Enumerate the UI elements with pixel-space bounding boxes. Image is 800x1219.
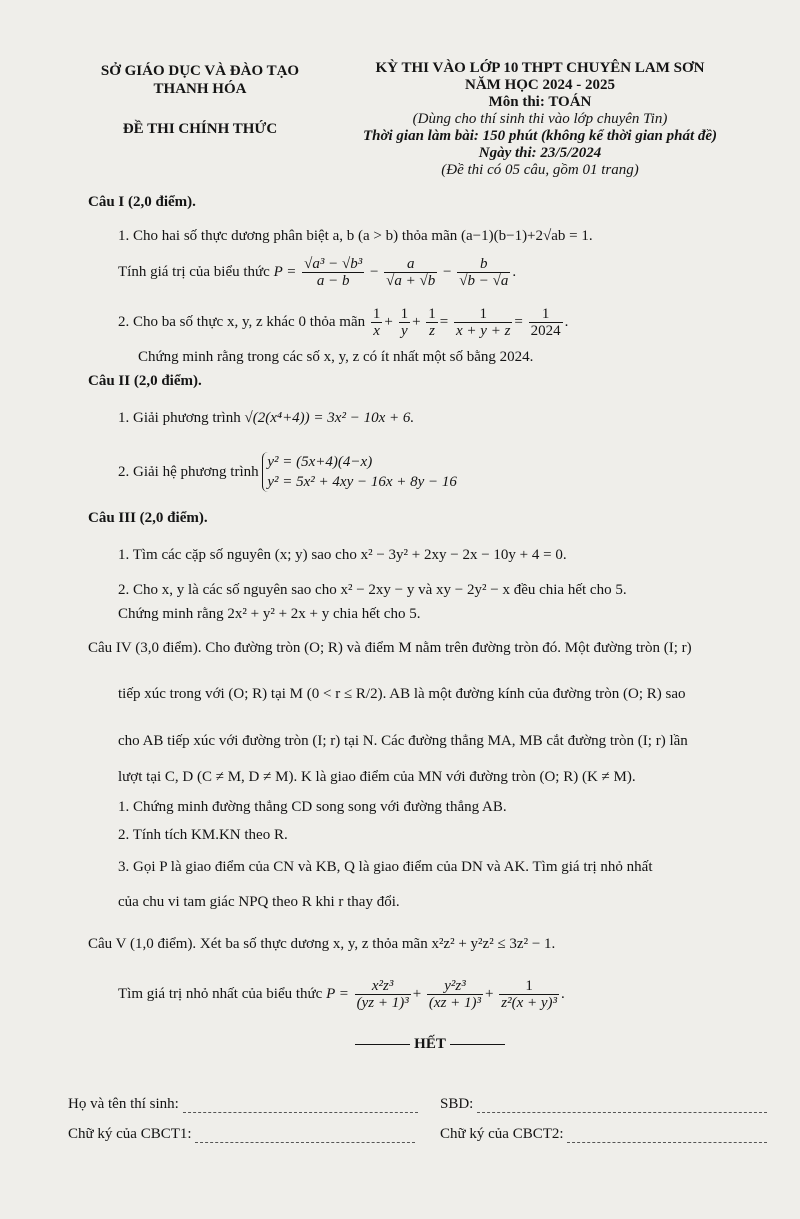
supervisor1-row [68,1125,415,1143]
department-name: SỞ GIÁO DỤC VÀ ĐÀO TẠO [100,63,300,79]
q3-part2-proof: Chứng minh rằng 2x² + y² + 2x + y chia hết cho 5. [118,606,421,622]
province-name: THANH HÓA [153,81,247,97]
question-2-title: Câu II (2,0 điểm). [88,373,202,389]
end-mark: HẾT [330,1036,530,1053]
q4-part3-line1: 3. Gọi P là giao điểm của CN và KB, Q là giao điểm của DN và AK. Tìm giá trị nhỏ nhất [118,859,653,875]
target-students: (Dùng cho thí sinh thi vào lớp chuyên Tin) [412,111,668,127]
official-label: ĐỀ THI CHÍNH THỨC [122,121,278,137]
q1-part1-expression: Tính giá trị của biểu thức P = $\frac{\text{√a³ − √b³}}{a - b}$ − $\frac{a}{√a + √b}$ − $\frac{b}{√b - √a}$ . [118,256,517,289]
supervisor2-row [440,1125,767,1143]
q1-part1-text: 1. Cho hai số thực dương phân biệt a, b (a > b) thỏa mãn (a−1)(b−1)+2√ab = 1. [118,228,593,244]
question-3-title: Câu III (2,0 điểm). [88,510,208,526]
q5-expression: Tìm giá trị nhỏ nhất của biểu thức P = $\frac{\text{x²z³}}{\text{(yz + 1)³}}$ + $\frac{\text{y²z³}}{\text{(xz + 1)³}}$ + $\frac{1}{\text{z²(x + y)³}}$ . [118,978,565,1011]
sbd-label: SBD: [440,1096,474,1112]
sbd-row [440,1095,767,1113]
supervisor1-label: Chữ ký của CBCT1: [68,1126,192,1142]
school-year: NĂM HỌC 2024 - 2025 [465,77,615,93]
exam-title: KỲ THI VÀO LỚP 10 THPT CHUYÊN LAM SƠN [375,60,705,76]
q2-part2: 2. Giải hệ phương trình y² = (5x+4)(4−x) y² = 5x² + 4xy − 16x + 8y − 16 [118,454,457,490]
q4-part2: 2. Tính tích KM.KN theo R. [118,827,288,843]
header-right [330,60,750,179]
pages-note: (Đề thi có 05 câu, gồm 01 trang) [441,162,639,178]
q4-statement-line4: lượt tại C, D (C ≠ M, D ≠ M). K là giao điểm của MN với đường tròn (O; R) (K ≠ M). [118,769,636,785]
question-1-title: Câu I (2,0 điểm). [88,194,196,210]
q1-part2-text: 2. Cho ba số thực x, y, z khác 0 thỏa mãn $\frac{1}{x}$ + $\frac{1}{y}$ + $\frac{1}{z}$ = $\frac{1}{x + y + z}$ = $\frac{1}{2024}$ . [118,306,569,339]
supervisor2-field [567,1128,767,1143]
q4-part3-line2: của chu vi tam giác NPQ theo R khi r thay đổi. [118,894,400,910]
q4-part1: 1. Chứng minh đường thẳng CD song song với đường thẳng AB. [118,799,507,815]
q4-statement-line3: cho AB tiếp xúc với đường tròn (I; r) tại N. Các đường thẳng MA, MB cắt đường tròn (I; r) lần [118,733,688,749]
q1-part2-proof: Chứng minh rằng trong các số x, y, z có ít nhất một số bằng 2024. [138,349,534,365]
q2-part1: 1. Giải phương trình √(2(x⁴+4)) = 3x² − 10x + 6. [118,410,415,426]
q3-part2: 2. Cho x, y là các số nguyên sao cho x² − 2xy − y và xy − 2y² − x đều chia hết cho 5. [118,582,627,598]
q5-statement: Câu V (1,0 điểm). Xét ba số thực dương x, y, z thỏa mãn x²z² + y²z² ≤ 3z² − 1. [88,936,556,952]
equation-system: y² = (5x+4)(4−x) y² = 5x² + 4xy − 16x + 8y − 16 [262,452,457,492]
candidate-name-label: Họ và tên thí sinh: [68,1096,179,1112]
sbd-field [477,1098,767,1113]
duration: Thời gian làm bài: 150 phút (không kể thời gian phát đề) [362,128,718,144]
header-left [70,62,330,138]
q4-statement-line2: tiếp xúc trong với (O; R) tại M (0 < r ≤ R/2). AB là một đường kính của đường tròn (O; R) sao [118,686,686,702]
supervisor1-field [195,1128,415,1143]
subject: Môn thi: TOÁN [488,94,592,110]
candidate-name-row [68,1095,418,1113]
q4-statement-line1: Câu IV (3,0 điểm). Cho đường tròn (O; R) và điểm M nằm trên đường tròn đó. Một đường tròn (I; r) [88,640,692,656]
candidate-name-field [183,1098,418,1113]
q3-part1: 1. Tìm các cặp số nguyên (x; y) sao cho x² − 3y² + 2xy − 2x − 10y + 4 = 0. [118,547,567,563]
supervisor2-label: Chữ ký của CBCT2: [440,1126,564,1142]
exam-date: Ngày thi: 23/5/2024 [478,145,602,161]
